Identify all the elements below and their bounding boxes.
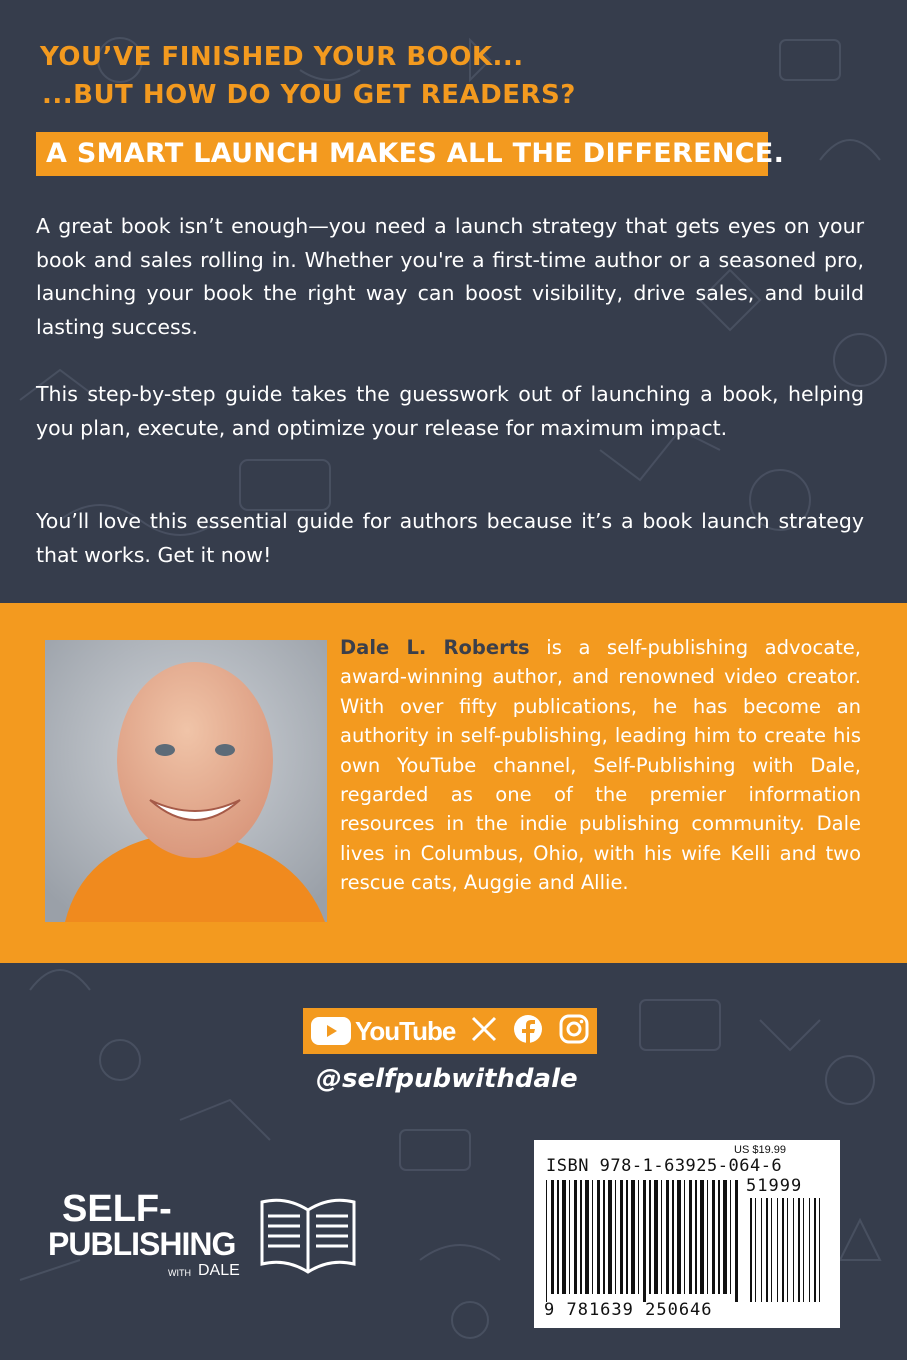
addon-bar — [814, 1198, 816, 1302]
addon-bar — [809, 1198, 810, 1302]
barcode-bar — [608, 1180, 612, 1294]
social-handle[interactable]: @selfpubwithdale — [316, 1064, 578, 1094]
barcode-bar — [557, 1180, 559, 1294]
author-photo — [45, 640, 327, 922]
barcode-bars — [544, 1180, 834, 1302]
banner: A SMART LAUNCH MAKES ALL THE DIFFERENCE. — [36, 132, 768, 176]
addon-bar — [755, 1198, 756, 1302]
barcode-bar — [569, 1180, 570, 1294]
barcode-bar — [580, 1180, 582, 1294]
barcode-bar — [700, 1180, 704, 1294]
barcode-bar — [592, 1180, 593, 1294]
description-paragraph-2: This step-by-step guide takes the guesswork out of launching a book, helping you plan, execute, and optimize your release for maximum impact. — [36, 382, 864, 440]
barcode-bar — [620, 1180, 623, 1294]
addon-bar — [803, 1198, 804, 1302]
addon-bar — [819, 1198, 820, 1302]
addon-bar — [771, 1198, 772, 1302]
barcode-bar — [626, 1180, 628, 1294]
barcode-bar — [585, 1180, 589, 1294]
barcode-bar — [562, 1180, 566, 1294]
description-paragraph-1: A great book isn’t enough—you need a launch strategy that gets eyes on your book and sales rolling in. Whether you're a first-time author or a seasoned pro, launching your book the right way can boost visibility, drive sales, and build lasting success. — [36, 214, 864, 339]
barcode-bar — [684, 1180, 685, 1294]
barcode-bar — [695, 1180, 697, 1294]
instagram-icon[interactable] — [559, 1014, 589, 1048]
author-bio — [340, 633, 861, 898]
barcode-bar — [631, 1180, 635, 1294]
barcode-bar — [712, 1180, 715, 1294]
barcode-bar — [649, 1180, 651, 1294]
addon-bar — [782, 1198, 784, 1302]
barcode-bar — [597, 1180, 600, 1294]
logo-line-3: WITH — [168, 1268, 191, 1278]
price-addon-code: 51999 — [746, 1176, 803, 1196]
barcode-bar — [735, 1180, 738, 1302]
addon-bar — [750, 1198, 752, 1302]
barcode-bar — [689, 1180, 692, 1294]
x-icon[interactable] — [471, 1016, 497, 1046]
addon-bar — [777, 1198, 778, 1302]
logo-line-4: DALE — [198, 1262, 240, 1279]
open-book-icon — [258, 1192, 358, 1278]
publisher-logo — [48, 1188, 368, 1288]
addon-bar — [787, 1198, 788, 1302]
isbn-barcode — [534, 1140, 840, 1328]
isbn-text: ISBN 978-1-63925-064-6 — [546, 1156, 783, 1176]
logo-line-2: PUBLISHING — [48, 1226, 236, 1262]
social-bar — [303, 1008, 597, 1054]
description-paragraph-3: You’ll love this essential guide for authors because it’s a book launch strategy that works. Get it now! — [36, 509, 864, 567]
ean-number: 9 781639 250646 — [544, 1300, 713, 1320]
youtube-label: YouTube — [354, 1015, 456, 1046]
addon-bar — [761, 1198, 762, 1302]
barcode-bar — [661, 1180, 662, 1294]
youtube-icon[interactable] — [311, 1016, 455, 1047]
addon-bar — [766, 1198, 768, 1302]
barcode-bar — [643, 1180, 646, 1302]
barcode-bar — [730, 1180, 731, 1294]
barcode-bar — [707, 1180, 708, 1294]
author-name: Dale L. Roberts — [340, 636, 530, 659]
barcode-bar — [666, 1180, 669, 1294]
barcode-bar — [615, 1180, 616, 1294]
barcode-bar — [672, 1180, 674, 1294]
headline-line-1: YOU’VE FINISHED YOUR BOOK... — [40, 42, 524, 72]
barcode-bar — [677, 1180, 681, 1294]
addon-bar — [798, 1198, 800, 1302]
barcode-bar — [718, 1180, 720, 1294]
author-bio-text: is a self-publishing advocate, award-winning author, and renowned video creator. With over fifty publications, he has become an authority in self-publishing, leading him to create his own YouTube channel, Self-Publishing with Dale, regarded as one of the premier information resources in the indie publishing community. Dale lives in Columbus, Ohio, with his wife Kelli and two rescue cats, Auggie and Allie. — [340, 636, 861, 895]
barcode-bar — [603, 1180, 605, 1294]
price-label: US $19.99 — [734, 1144, 786, 1156]
barcode-bar — [723, 1180, 727, 1294]
barcode-bar — [574, 1180, 577, 1294]
barcode-bar — [551, 1180, 554, 1294]
logo-line-1: SELF- — [62, 1188, 172, 1230]
facebook-icon[interactable] — [513, 1014, 543, 1048]
barcode-bar — [638, 1180, 639, 1294]
headline-line-2: ...BUT HOW DO YOU GET READERS? — [42, 80, 576, 110]
addon-bar — [793, 1198, 794, 1302]
barcode-bar — [546, 1180, 547, 1302]
barcode-bar — [654, 1180, 658, 1294]
